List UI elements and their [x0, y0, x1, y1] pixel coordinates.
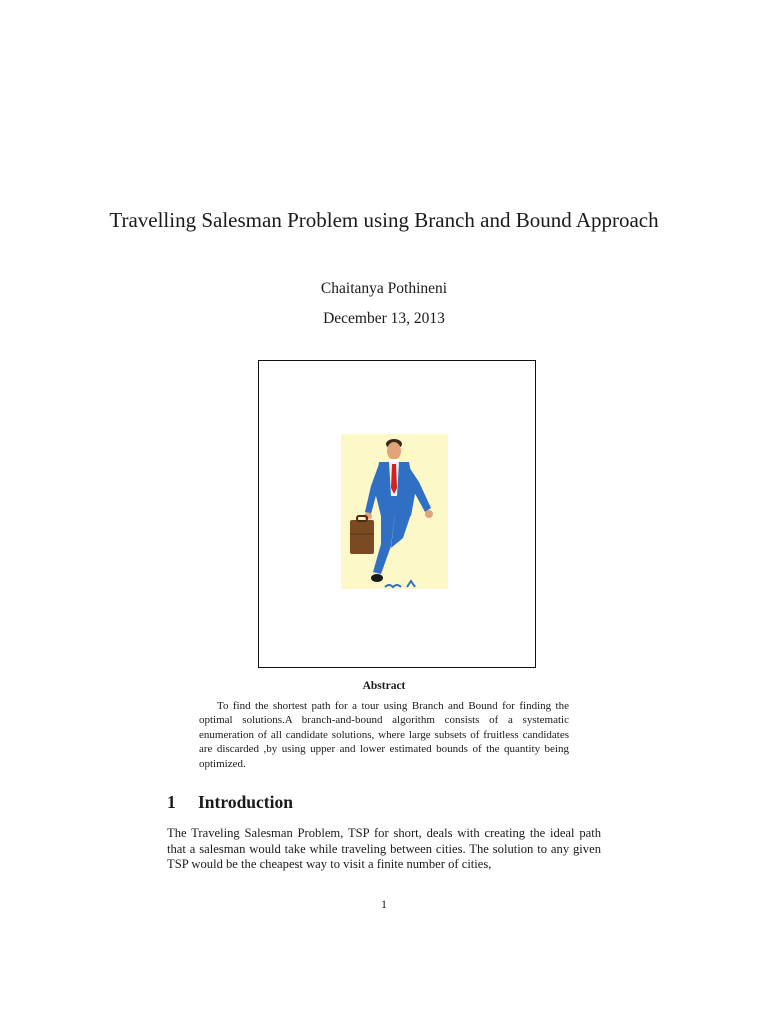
paper-date: December 13, 2013 [323, 310, 445, 327]
briefcase-icon [350, 520, 374, 554]
salesman-illustration [341, 434, 448, 589]
section-heading [167, 792, 293, 813]
page-number: 1 [381, 897, 387, 911]
abstract-text: To find the shortest path for a tour using Branch and Bound for finding the optimal solutions.A branch-and-bound algorithm consists of a systematic enumeration of all candidate solutions, where large subsets of fruitless candidates are discarded ,by using upper and lower estimated bounds of the quantity being optimized. [199, 700, 569, 770]
introduction-text: The Traveling Salesman Problem, TSP for short, deals with creating the ideal path that a salesman would take while traveling between cities. The solution to any given TSP would be the cheapest way to visit a finite number of cities, [167, 826, 601, 872]
section-title: Introduction [198, 792, 293, 812]
paper-author: Chaitanya Pothineni [320, 280, 448, 297]
paper-title: Travelling Salesman Problem using Branch and Bound Approach [109, 208, 659, 232]
figure-frame [258, 360, 536, 668]
section-number: 1 [167, 792, 176, 812]
abstract-heading: Abstract [362, 680, 406, 692]
